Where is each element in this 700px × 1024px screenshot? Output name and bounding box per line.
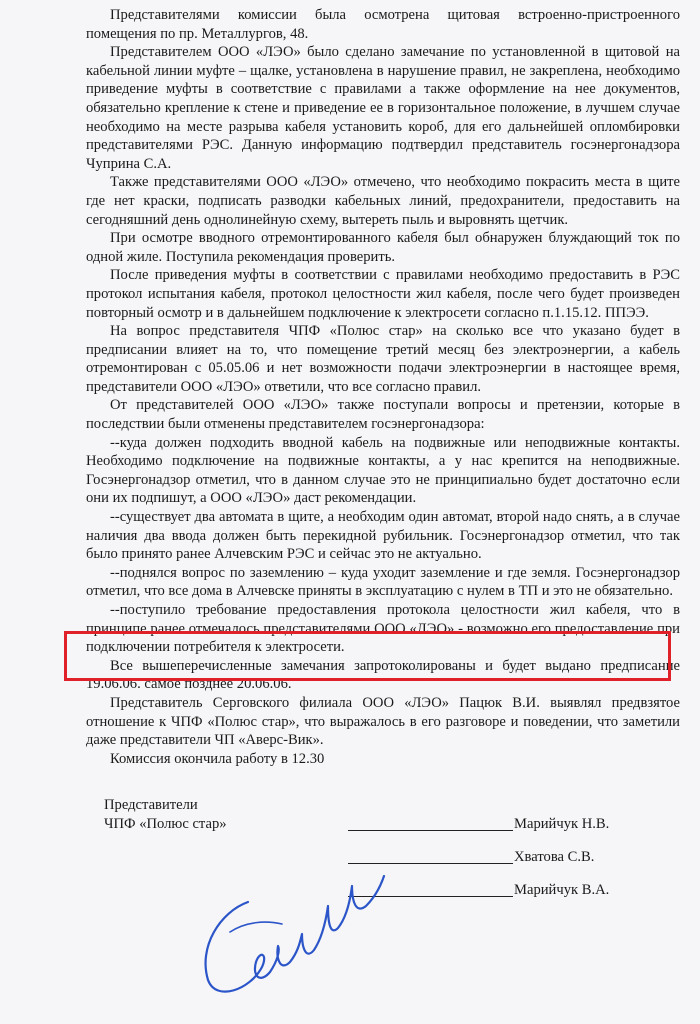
paragraph-8: --куда должен подходить вводной кабель на подвижные или неподвижные контакты. Необходимо подключение на подвижные контакты, а у нас крепится на неподвижные. Госэнергонадзор отметил, что в данном случае это не принципиально будет достаточно если они их подпишут, а ООО «ЛЭО» даст рекомендации. — [86, 434, 680, 507]
paragraph-3: Также представителями ООО «ЛЭО» отмечено, что необходимо покрасить места в щите где нет краски, подписать разводки кабельных линий, предохранители, предоставить на сегодняшний день однолинейную схему, вытереть пыль и выровнять щетчик. — [86, 174, 680, 228]
signatories-label-line1: Представители — [104, 797, 198, 813]
signatory-name: Марийчук Н.В. — [514, 816, 610, 832]
paragraph-2: Представителем ООО «ЛЭО» было сделано замечание по установленной в щитовой на кабельной линии муфте – щалке, установлена в нарушение правил, не закреплена, необходимо приведение муфты в соответствие с правилами а также оформление на нее документов, обязательно крепление к стене и приведение ее в горизонтальное положение, в лучшем случае необходимо на месте разрыва кабеля установить короб, для его дальнейшей опломбировки представителями РЭС. Данную информацию подтвердил представитель госэнергонадзора Чуприна С.А. — [86, 44, 680, 172]
paragraph-13: Представитель Серговского филиала ООО «ЛЭО» Пацюк В.И. выявлял предвзятое отношение к ЧПФ «Полюс стар», что выражалось в его разговоре и поведении, что заметили даже представители ЧП «Аверс-Вик». — [86, 694, 680, 749]
signature-line — [348, 830, 513, 831]
paragraph-7: От представителей ООО «ЛЭО» также поступали вопросы и претензии, которые в последствии были отменены представителем госэнергонадзора: — [86, 397, 680, 433]
signatory-name: Хватова С.В. — [514, 849, 595, 865]
signatories-label — [104, 796, 227, 833]
paragraph-12: Все вышеперечисленные замечания запротоколированы и будет выдано предписание 19.06.06. самое позднее 20.06.06. — [86, 657, 680, 693]
paragraph-10: --поднялся вопрос по заземлению – куда уходит заземление и где земля. Госэнергонадзор отметил, что все дома в Алчевске приняты в эксплуатацию с нулем в ТП и это не обязательно. — [86, 564, 680, 600]
paragraph-14: Комиссия окончила работу в 12.30 — [110, 750, 325, 767]
handwritten-signature — [190, 862, 400, 1012]
signatory-name: Марийчук В.А. — [514, 882, 610, 898]
signature-row-1 — [348, 815, 688, 835]
paragraph-1: Представителями комиссии была осмотрена щитовая встроенно-пристроенного помещения по пр. Металлургов, 48. — [86, 7, 680, 42]
paragraph-4: При осмотре вводного отремонтированного кабеля был обнаружен блуждающий ток по одной жиле. Поступила рекомендация проверить. — [86, 230, 680, 265]
paragraph-11-highlighted: --поступило требование предоставления протокола целостности жил кабеля, что в принципе ранее отмечалось представителями ООО «ЛЭО» - возможно его предоставление при подключении потребителя к электросети. — [86, 602, 680, 656]
highlight-box — [64, 631, 671, 681]
paragraph-6: На вопрос представителя ЧПФ «Полюс стар» на сколько все что указано будет в предписании влияет на то, что помещение третий месяц без электроэнергии, а кабель отремонтирован с 05.05.06 и нет возможности подачи электроэнергии в настоящее время, представители ООО «ЛЭО» ответили, что все согласно правил. — [86, 323, 680, 395]
paragraph-5: После приведения муфты в соответствии с правилами необходимо предоставить в РЭС протокол испытания кабеля, протокол целостности жил кабеля, после чего будет произведен повторный осмотр и в дальнейшем подключение к электросети согласно п.1.15.12. ППЭЭ. — [86, 267, 680, 321]
signatories-label-line2: ЧПФ «Полюс стар» — [104, 815, 227, 832]
paragraph-9: --существует два автомата в щите, а необходим один автомат, второй надо снять, а в случае наличия два ввода должен быть перекидной рубильник. Госэнергонадзор отметил, что так было принято ранее Алчевским РЭС и сейчас это не актуально. — [86, 509, 680, 563]
